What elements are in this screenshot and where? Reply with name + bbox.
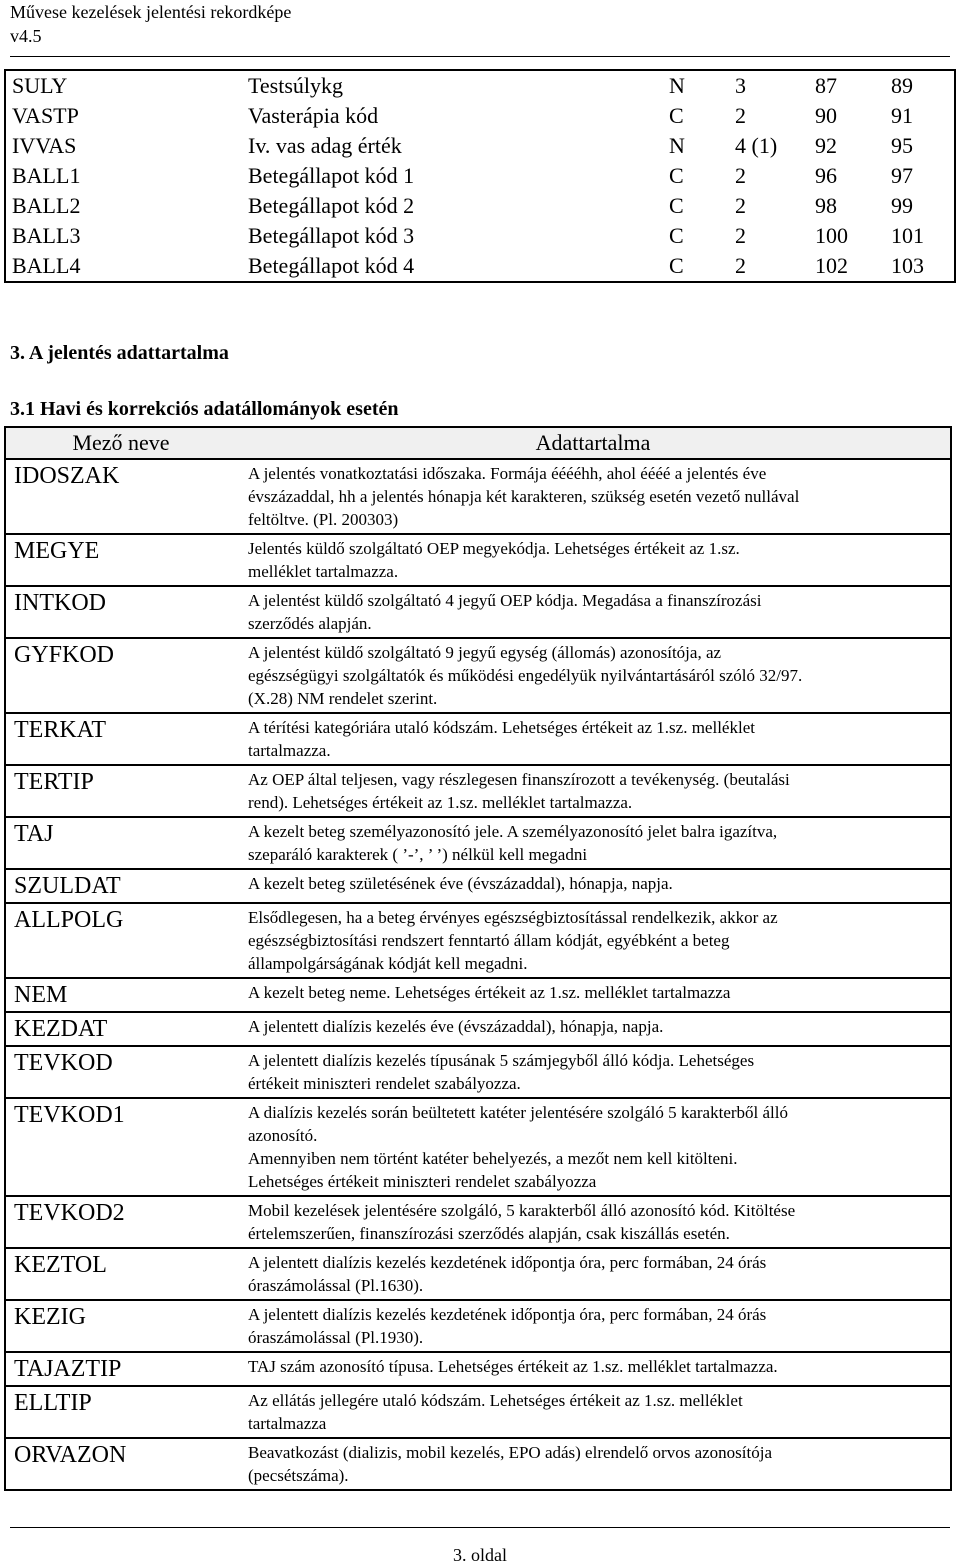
table-cell: C (669, 223, 684, 248)
field-name-cell: GYFKOD (5, 638, 236, 713)
field-name-cell: NEM (5, 978, 236, 1012)
description-line: A dialízis kezelés során beültetett katéter jelentésére szolgáló 5 karakterből álló (248, 1103, 788, 1122)
field-description-cell (236, 586, 951, 638)
subsection-title: 3.1 Havi és korrekciós adatállományok esetén (10, 398, 399, 420)
description-line: (pecsétszáma). (248, 1466, 349, 1485)
description-line: tartalmazza (248, 1414, 327, 1433)
field-name-cell: ELLTIP (5, 1386, 236, 1438)
document-version: v4.5 (10, 26, 42, 46)
table-cell: Betegállapot kód 1 (248, 163, 415, 188)
description-line: (X.28) NM rendelet szerint. (248, 689, 438, 708)
table-row (5, 817, 951, 869)
field-name-cell: IDOSZAK (5, 459, 236, 534)
table-cell: 102 (815, 253, 848, 278)
description-line: Lehetséges értékeit miniszteri rendelet szabályozza (248, 1172, 597, 1191)
table-cell: 4 (1) (735, 133, 778, 158)
table-row (5, 1248, 951, 1300)
field-name-cell: TEVKOD1 (5, 1098, 236, 1196)
table-row (5, 221, 955, 251)
description-line: azonosító. (248, 1126, 318, 1145)
table-row (5, 869, 951, 903)
description-line: A jelentett dialízis kezelés éve (évszázaddal), hónapja, napja. (248, 1017, 664, 1036)
table-cell: 2 (735, 103, 746, 128)
table-row (5, 1046, 951, 1098)
header-rule (10, 56, 950, 57)
description-line: TAJ szám azonosító típusa. Lehetséges értékeit az 1.sz. melléklet tartalmazza. (248, 1357, 778, 1376)
column-header-field-name: Mező neve (5, 427, 236, 459)
field-description-cell (236, 713, 951, 765)
table-row (5, 131, 955, 161)
field-name-cell: MEGYE (5, 534, 236, 586)
description-line: Az OEP által teljesen, vagy részlegesen finanszírozott a tevékenység. (beutalási (248, 770, 790, 789)
table-row (5, 1196, 951, 1248)
field-description-cell (236, 765, 951, 817)
description-line: Mobil kezelések jelentésére szolgáló, 5 karakterből álló azonosító kód. Kitöltése (248, 1201, 796, 1220)
field-description-cell (236, 1012, 951, 1046)
table-cell: 100 (815, 223, 848, 248)
field-description-cell (236, 978, 951, 1012)
field-description-cell (236, 459, 951, 534)
field-description-cell (236, 1438, 951, 1490)
field-description-cell (236, 1352, 951, 1386)
field-name-cell: ORVAZON (5, 1438, 236, 1490)
table-row (5, 1098, 951, 1196)
table-row (5, 70, 955, 101)
table-cell: 2 (735, 193, 746, 218)
table-row (5, 638, 951, 713)
table-cell: BALL3 (12, 223, 81, 248)
description-line: A jelentett dialízis kezelés kezdetének időpontja óra, perc formában, 24 órás (248, 1305, 767, 1324)
description-line: A kezelt beteg születésének éve (évszázaddal), hónapja, napja. (248, 874, 673, 893)
table-row (5, 1386, 951, 1438)
field-layout-table (4, 69, 956, 283)
field-description-cell (236, 1300, 951, 1352)
field-description-cell (236, 1196, 951, 1248)
table-row (5, 765, 951, 817)
table-row (5, 978, 951, 1012)
table-row (5, 191, 955, 221)
section-title: 3. A jelentés adattartalma (10, 342, 229, 364)
table-cell: 89 (891, 73, 913, 98)
table-cell: 91 (891, 103, 913, 128)
table-cell: N (669, 73, 685, 98)
table-cell: 96 (815, 163, 837, 188)
table-cell: C (669, 193, 684, 218)
field-name-cell: TERKAT (5, 713, 236, 765)
footer-rule (10, 1527, 950, 1528)
table-row (5, 903, 951, 978)
field-description-cell (236, 869, 951, 903)
table-cell: C (669, 103, 684, 128)
table-cell: IVVAS (12, 133, 77, 158)
field-name-cell: TAJ (5, 817, 236, 869)
field-description-cell (236, 534, 951, 586)
field-name-cell: SZULDAT (5, 869, 236, 903)
table-cell: C (669, 163, 684, 188)
field-description-cell (236, 1386, 951, 1438)
table-cell: Vasterápia kód (248, 103, 379, 128)
table-cell: C (669, 253, 684, 278)
table-cell: 87 (815, 73, 837, 98)
description-line: A jelentést küldő szolgáltató 4 jegyű OEP kódja. Megadása a finanszírozási (248, 591, 762, 610)
table-cell: VASTP (12, 103, 79, 128)
page-number: 3. oldal (453, 1545, 507, 1565)
description-line: rend). Lehetséges értékeit az 1.sz. melléklet tartalmazza. (248, 793, 633, 812)
table-row (5, 1012, 951, 1046)
field-description-cell (236, 1248, 951, 1300)
description-line: évszázaddal, hh a jelentés hónapja két karakteren, szükség esetén vezető nullával (248, 487, 800, 506)
description-line: szerződés alapján. (248, 614, 372, 633)
table-cell: SULY (12, 73, 68, 98)
table-row (5, 1438, 951, 1490)
table-cell: Iv. vas adag érték (248, 133, 402, 158)
table-cell: Betegállapot kód 4 (248, 253, 415, 278)
description-line: Jelentés küldő szolgáltató OEP megyekódja. Lehetséges értékeit az 1.sz. (248, 539, 740, 558)
description-line: állampolgárságának kódját kell megadni. (248, 954, 528, 973)
field-description-cell (236, 817, 951, 869)
description-line: szeparáló karakterek ( ’-’, ’ ’) nélkül kell megadni (248, 845, 588, 864)
field-name-cell: TEVKOD (5, 1046, 236, 1098)
table-cell: BALL1 (12, 163, 81, 188)
field-name-cell: ALLPOLG (5, 903, 236, 978)
description-line: Az ellátás jellegére utaló kódszám. Lehetséges értékeit az 1.sz. melléklet (248, 1391, 743, 1410)
description-line: A jelentést küldő szolgáltató 9 jegyű egység (állomás) azonosítója, az (248, 643, 722, 662)
field-name-cell: TAJAZTIP (5, 1352, 236, 1386)
table-header-row (5, 427, 951, 459)
field-name-cell: KEZIG (5, 1300, 236, 1352)
field-description-cell (236, 1098, 951, 1196)
document-title: Művese kezelések jelentési rekordképe (10, 2, 292, 22)
table-cell: BALL4 (12, 253, 81, 278)
column-header-content: Adattartalma (236, 427, 951, 459)
field-description-cell (236, 638, 951, 713)
table-cell: BALL2 (12, 193, 81, 218)
description-line: A jelentés vonatkoztatási időszaka. Formája ééééhh, ahol éééé a jelentés éve (248, 464, 767, 483)
description-line: feltöltve. (Pl. 200303) (248, 510, 399, 529)
field-description-cell (236, 1046, 951, 1098)
table-cell: 99 (891, 193, 913, 218)
table-cell: 101 (891, 223, 924, 248)
table-row (5, 161, 955, 191)
table-cell: 90 (815, 103, 837, 128)
table-cell: Betegállapot kód 2 (248, 193, 415, 218)
field-name-cell: KEZDAT (5, 1012, 236, 1046)
description-line: értelemszerűen, finanszírozási szerződés alapján, csak kiszállás esetén. (248, 1224, 730, 1243)
description-line: egészségügyi szolgáltatók és működési engedélyük nyilvántartásáról szóló 32/97. (248, 666, 803, 685)
table-row (5, 1300, 951, 1352)
description-line: értékeit miniszteri rendelet szabályozza. (248, 1074, 521, 1093)
field-description-table (4, 426, 952, 1491)
table-cell: 92 (815, 133, 837, 158)
table-cell: 97 (891, 163, 913, 188)
description-line: Amennyiben nem történt katéter behelyezés, a mezőt nem kell kitölteni. (248, 1149, 738, 1168)
table-row (5, 459, 951, 534)
field-description-cell (236, 903, 951, 978)
description-line: óraszámolással (Pl.1630). (248, 1276, 424, 1295)
description-line: egészségbiztosítási rendszert fenntartó állam kódját, egyébként a beteg (248, 931, 730, 950)
description-line: Beavatkozást (dializis, mobil kezelés, EPO adás) elrendelő orvos azonosítója (248, 1443, 773, 1462)
table-row (5, 101, 955, 131)
field-name-cell: KEZTOL (5, 1248, 236, 1300)
table-cell: 95 (891, 133, 913, 158)
description-line: tartalmazza. (248, 741, 331, 760)
table-row (5, 534, 951, 586)
field-name-cell: INTKOD (5, 586, 236, 638)
description-line: A kezelt beteg neme. Lehetséges értékeit az 1.sz. melléklet tartalmazza (248, 983, 731, 1002)
description-line: A térítési kategóriára utaló kódszám. Lehetséges értékeit az 1.sz. melléklet (248, 718, 755, 737)
page-header (10, 0, 950, 48)
table-cell: 2 (735, 253, 746, 278)
description-line: A kezelt beteg személyazonosító jele. A személyazonosító jelet balra igazítva, (248, 822, 778, 841)
table-cell: 103 (891, 253, 924, 278)
table-row (5, 586, 951, 638)
table-cell: Betegállapot kód 3 (248, 223, 415, 248)
table-cell: 98 (815, 193, 837, 218)
description-line: melléklet tartalmazza. (248, 562, 399, 581)
table-row (5, 251, 955, 282)
table-cell: Testsúlykg (248, 73, 344, 98)
description-line: óraszámolással (Pl.1930). (248, 1328, 424, 1347)
table-row (5, 713, 951, 765)
field-name-cell: TERTIP (5, 765, 236, 817)
table-cell: 2 (735, 223, 746, 248)
table-cell: N (669, 133, 685, 158)
table-cell: 2 (735, 163, 746, 188)
description-line: A jelentett dialízis kezelés típusának 5 számjegyből álló kódja. Lehetséges (248, 1051, 755, 1070)
field-name-cell: TEVKOD2 (5, 1196, 236, 1248)
description-line: Elsődlegesen, ha a beteg érvényes egészségbiztosítással rendelkezik, akkor az (248, 908, 778, 927)
table-cell: 3 (735, 73, 746, 98)
description-line: A jelentett dialízis kezelés kezdetének időpontja óra, perc formában, 24 órás (248, 1253, 767, 1272)
table-row (5, 1352, 951, 1386)
